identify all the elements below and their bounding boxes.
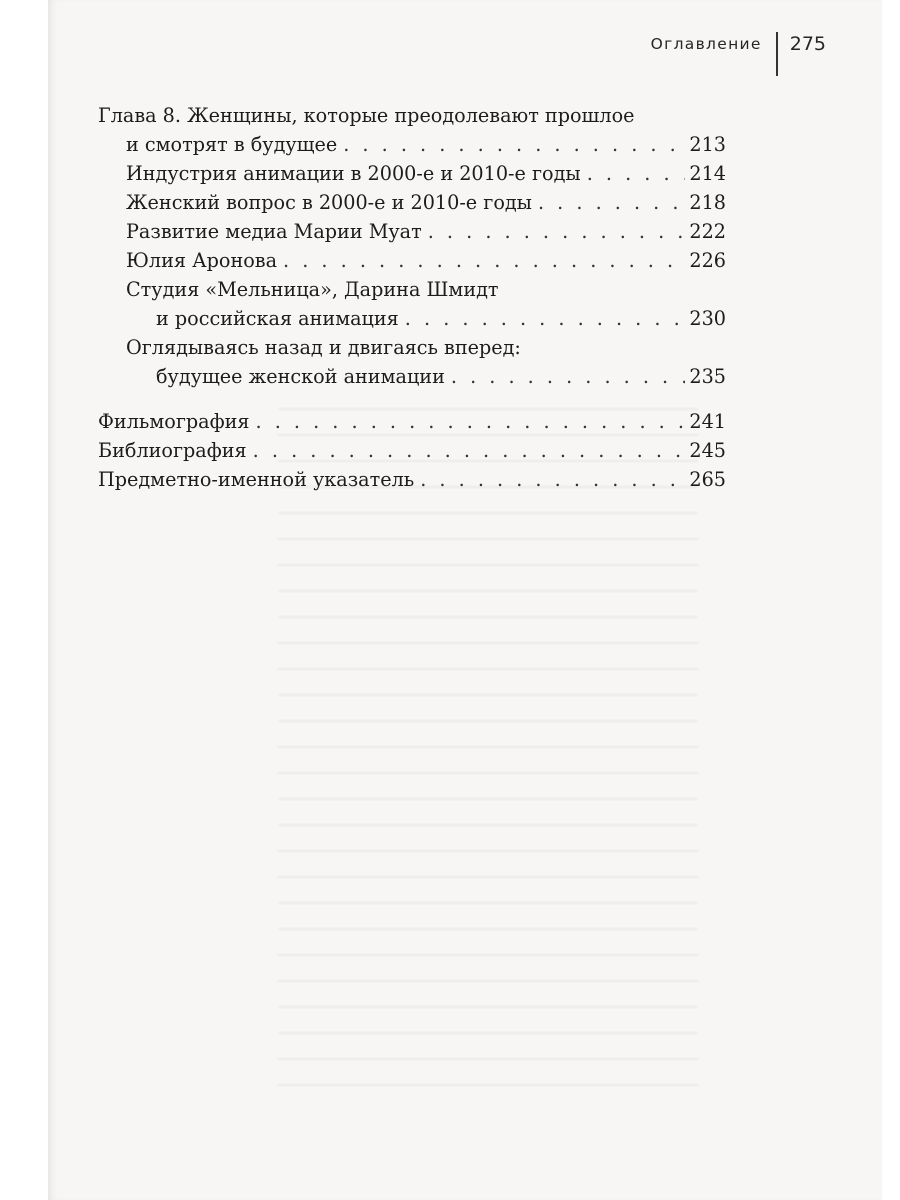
toc-entry-back-matter: [98, 465, 726, 494]
toc-entry-back-matter: [98, 436, 726, 465]
entry-page: 230: [689, 307, 726, 330]
entry-title: Фильмография: [98, 410, 250, 433]
toc-entry-chapter-8: [98, 130, 726, 159]
toc-entry-title-line: [98, 275, 726, 304]
dot-leader: [587, 159, 686, 188]
toc-entry: [98, 188, 726, 217]
table-of-contents: [98, 101, 726, 494]
entry-title: Студия «Мельница», Дарина Шмидт: [126, 278, 499, 301]
entry-page: 218: [689, 191, 726, 214]
dot-leader: [343, 130, 685, 159]
chapter-title: Глава 8. Женщины, которые преодолевают прошлое: [98, 104, 635, 127]
dot-leader: [253, 436, 686, 465]
toc-entry: [98, 246, 726, 275]
entry-title: Предметно-именной указатель: [98, 468, 415, 491]
entry-page: 226: [689, 249, 726, 272]
entry-page: 241: [689, 410, 726, 433]
dot-leader: [428, 217, 686, 246]
dot-leader: [538, 188, 685, 217]
running-title: Оглавление: [650, 35, 762, 53]
entry-page: 245: [689, 439, 726, 462]
entry-page: 265: [689, 468, 726, 491]
toc-entry: [98, 362, 726, 391]
toc-entry: [98, 217, 726, 246]
dot-leader: [283, 246, 685, 275]
entry-page: 213: [689, 133, 726, 156]
entry-title: Женский вопрос в 2000-е и 2010-е годы: [126, 191, 532, 214]
show-through-text: [278, 390, 698, 1110]
page-number: 275: [789, 33, 826, 55]
entry-title: Оглядываясь назад и двигаясь вперед:: [126, 336, 521, 359]
dot-leader: [256, 407, 686, 436]
dot-leader: [420, 465, 685, 494]
chapter-title-line: [98, 101, 726, 130]
section-gap: [98, 391, 726, 407]
dot-leader: [405, 304, 686, 333]
entry-title: Юлия Аронова: [126, 249, 278, 272]
entry-page: 222: [689, 220, 726, 243]
entry-title-continued: и российская анимация: [156, 307, 399, 330]
entry-title: Развитие медиа Марии Муат: [126, 220, 422, 243]
entry-title: Индустрия анимации в 2000-е и 2010-е годы: [126, 162, 581, 185]
toc-entry: [98, 304, 726, 333]
toc-entry-title-line: [98, 333, 726, 362]
toc-entry-back-matter: [98, 407, 726, 436]
toc-entry: [98, 159, 726, 188]
entry-page: 214: [689, 162, 726, 185]
chapter-title-continued: и смотрят в будущее: [126, 133, 338, 156]
header-divider: [776, 32, 778, 76]
entry-title-continued: будущее женской анимации: [156, 365, 445, 388]
page-header: [651, 22, 826, 66]
entry-page: 235: [689, 365, 726, 388]
dot-leader: [451, 362, 686, 391]
entry-title: Библиография: [98, 439, 247, 462]
